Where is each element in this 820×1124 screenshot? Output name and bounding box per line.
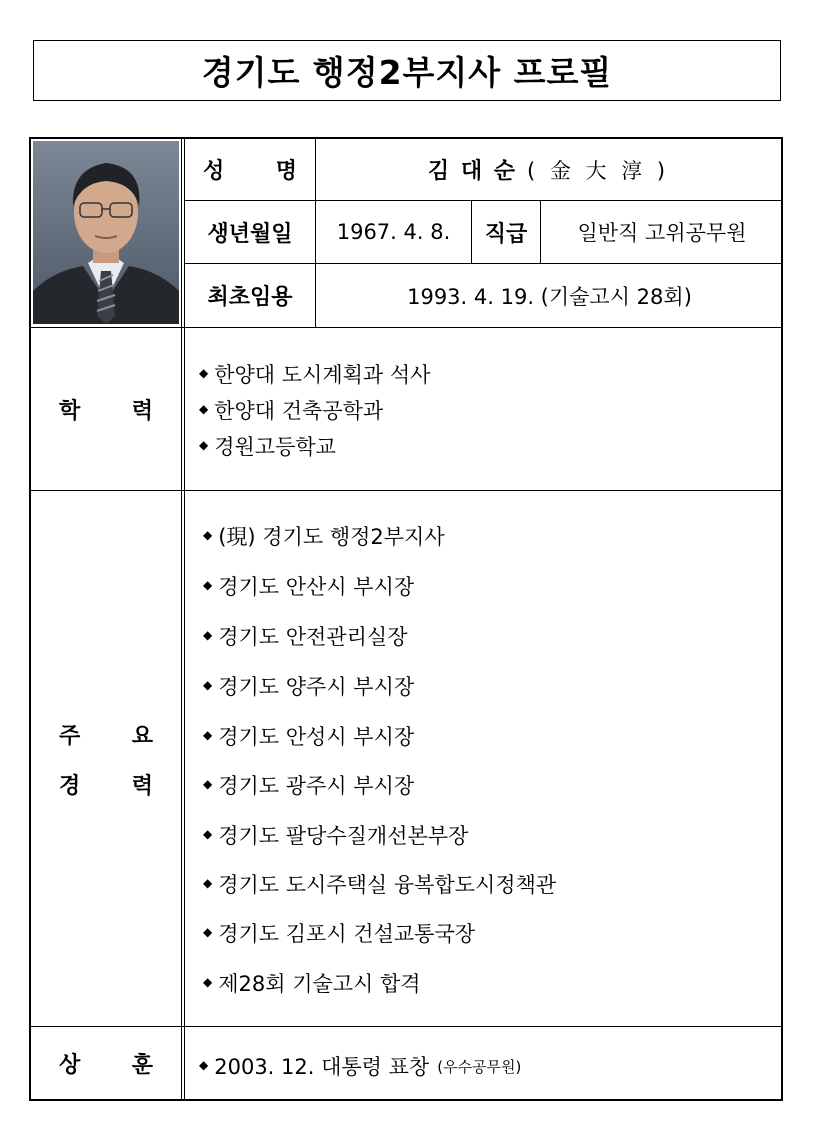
education-item: ◆ 경원고등학교: [199, 435, 336, 459]
awards-item: ◆ 2003. 12. 대통령 표창 (우수공무원): [199, 1055, 522, 1079]
name-value: 김 대 순: [427, 159, 517, 184]
career-item: ◆ 경기도 팔당수질개선본부장: [203, 824, 469, 848]
career-item: ◆ 경기도 안산시 부시장: [203, 575, 415, 599]
birth-label: 생년월일: [207, 221, 293, 247]
diamond-bullet-icon: ◆: [199, 366, 209, 380]
diamond-bullet-icon: ◆: [203, 925, 213, 939]
career-item: ◆ 경기도 도시주택실 융복합도시정책관: [203, 873, 557, 897]
name-label: [185, 139, 315, 200]
column-divider: [181, 139, 182, 1099]
education-item: ◆ 한양대 도시계획과 석사: [199, 363, 431, 387]
diamond-bullet-icon: ◆: [203, 678, 213, 692]
career-item: ◆ 경기도 광주시 부시장: [203, 774, 415, 798]
first-appointment-value: 1993. 4. 19. (기술고시 28회): [407, 284, 692, 309]
diamond-bullet-icon: ◆: [203, 578, 213, 592]
awards-note: (우수공무원): [437, 1057, 522, 1076]
row-divider: [31, 490, 781, 491]
career-item: ◆ 경기도 안전관리실장: [203, 625, 408, 649]
page-title: 경기도 행정2부지사 프로필: [33, 40, 781, 101]
diamond-bullet-icon: ◆: [199, 1058, 209, 1072]
portrait-photo: [33, 141, 179, 324]
name-label-b: 명: [275, 159, 297, 184]
diamond-bullet-icon: ◆: [199, 438, 209, 452]
career-item: ◆ 경기도 김포시 건설교통국장: [203, 922, 476, 946]
first-appointment-label: 최초임용: [207, 285, 293, 310]
diamond-bullet-icon: ◆: [203, 876, 213, 890]
career-item: ◆ (現) 경기도 행정2부지사: [203, 525, 445, 549]
diamond-bullet-icon: ◆: [203, 975, 213, 989]
rank-value: 일반직 고위공무원: [577, 221, 747, 245]
career-item: ◆ 경기도 안성시 부시장: [203, 725, 415, 749]
diamond-bullet-icon: ◆: [203, 728, 213, 742]
portrait-image: [33, 141, 179, 324]
education-label-b: 력: [131, 398, 153, 424]
diamond-bullet-icon: ◆: [203, 528, 213, 542]
career-item: ◆ 제28회 기술고시 합격: [203, 972, 421, 996]
rank-label: 직급: [484, 221, 528, 247]
birth-value: 1967. 4. 8.: [336, 220, 451, 244]
career-label-row1: 주 요: [59, 724, 153, 749]
name-label-a: 성: [203, 159, 225, 184]
diamond-bullet-icon: ◆: [203, 827, 213, 841]
career-item: ◆ 경기도 양주시 부시장: [203, 675, 415, 699]
diamond-bullet-icon: ◆: [199, 402, 209, 416]
awards-label-b: 훈: [131, 1052, 153, 1078]
education-label: [31, 328, 181, 490]
profile-table: [29, 137, 783, 1101]
diamond-bullet-icon: ◆: [203, 628, 213, 642]
diamond-bullet-icon: ◆: [203, 777, 213, 791]
name-value-cell: [316, 139, 781, 200]
awards-label: [31, 1027, 181, 1099]
awards-label-a: 상: [59, 1052, 81, 1078]
name-hanja: ( 金 大 淳 ): [526, 158, 670, 183]
education-label-a: 학: [59, 398, 81, 424]
career-label-row2: 경 력: [59, 774, 153, 799]
education-item: ◆ 한양대 건축공학과: [199, 399, 384, 423]
